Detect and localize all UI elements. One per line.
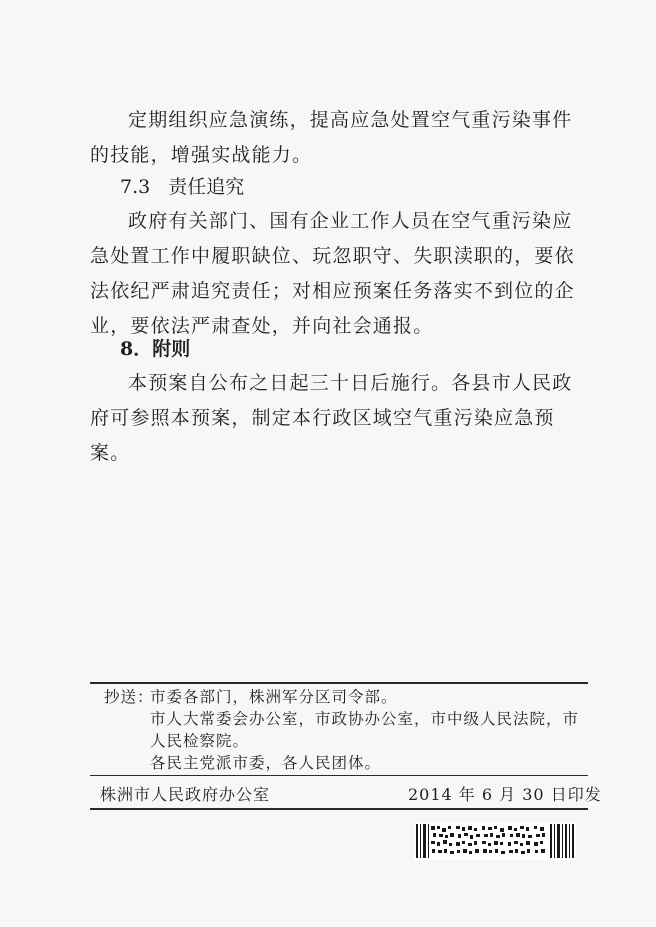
section-heading-7-3 xyxy=(120,172,244,199)
barcode-icon xyxy=(414,822,576,860)
section-number: 7.3 xyxy=(120,176,151,198)
cc-line: 市委各部门，株洲军分区司令部。 xyxy=(150,688,398,706)
paragraph-drill: 定期组织应急演练，提高应急处置空气重污染事件的技能，增强实战能力。 xyxy=(90,109,573,166)
cc-line: 各民主党派市委，各人民团体。 xyxy=(150,754,382,772)
cc-line: 市人大常委会办公室，市政协办公室，市中级人民法院，市 xyxy=(150,710,580,728)
footer-bottom-rule xyxy=(90,808,588,810)
section-title: 责任追究 xyxy=(168,176,245,198)
cc-label: 抄送： xyxy=(104,688,154,706)
issuer-office: 株洲市人民政府办公室 xyxy=(100,785,271,804)
cc-bottom-rule xyxy=(90,775,588,776)
cc-top-rule xyxy=(90,682,588,684)
print-date: 2014 年 6 月 30 日印发 xyxy=(408,785,602,804)
cc-line: 人民检察院。 xyxy=(150,732,250,750)
paragraph-supplementary: 本预案自公布之日起三十日后施行。各县市人民政府可参照本预案，制定本行政区域空气重污染应急预案。 xyxy=(90,372,573,464)
paragraph-accountability: 政府有关部门、国有企业工作人员在空气重污染应急处置工作中履职缺位、玩忽职守、失职渎职的，要依法依纪严肃追究责任；对相应预案任务落实不到位的企业，要依法严肃查处，并向社会通报。 xyxy=(90,210,575,337)
section-heading-8: 8．附则 xyxy=(120,338,191,360)
